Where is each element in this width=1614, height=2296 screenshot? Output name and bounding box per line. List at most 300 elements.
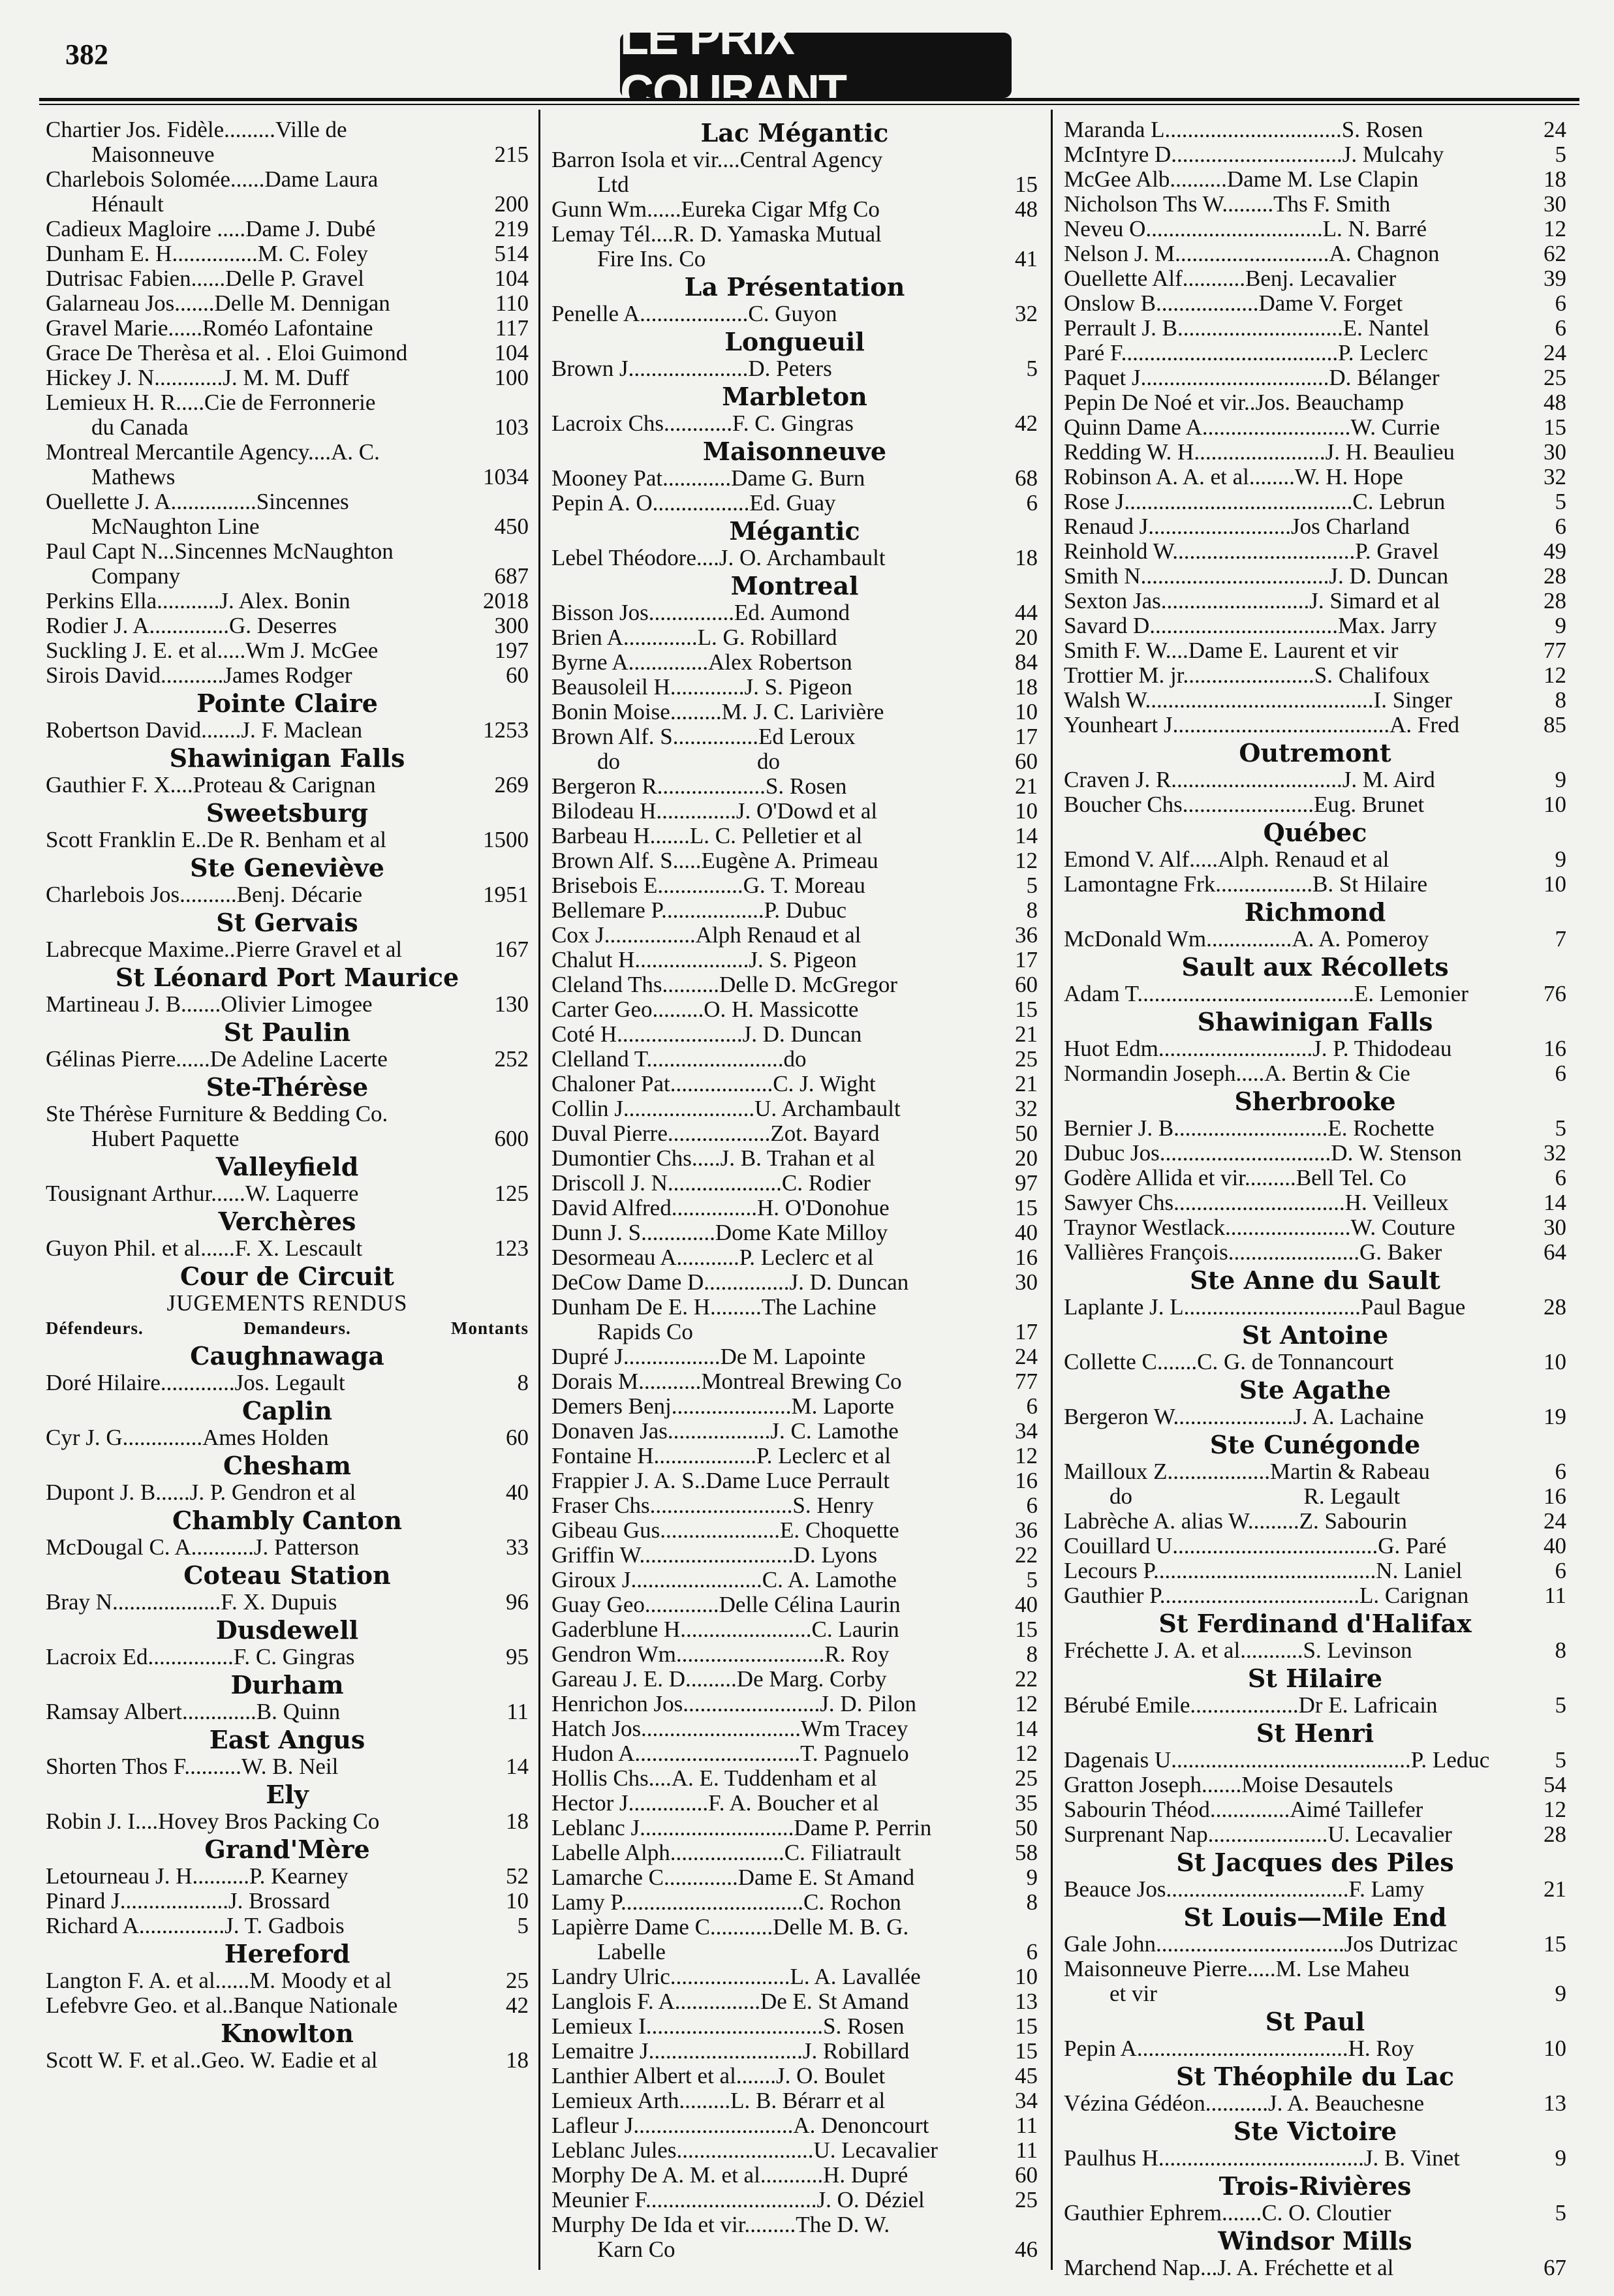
- judgment-entry: [1064, 2201, 1566, 2226]
- parties-text: Sawyer Chs..............................H. Veilleux: [1064, 1190, 1449, 1215]
- judgment-entry: [551, 675, 1038, 700]
- parties-text: Donaven Jas..................J. C. Lamothe: [551, 1418, 899, 1444]
- judgment-entry: [551, 1419, 1038, 1444]
- parties-text: Landry Ulric.....................L. A. Lavallée: [551, 1964, 921, 1989]
- amount: 11: [506, 1699, 529, 1724]
- judgment-entry: [551, 923, 1038, 948]
- judgment-entry: [551, 749, 1038, 774]
- section-heading: Ste-Thérèse: [206, 1072, 369, 1102]
- amount: 68: [1015, 465, 1038, 491]
- masthead-logo: LE PRIX COURANT: [620, 33, 1012, 98]
- parties-text: Langlois F. A...............De E. St Amand: [551, 1989, 909, 2014]
- amount: 32: [1015, 301, 1038, 326]
- judgment-entry: [46, 291, 529, 316]
- judgment-entry: [551, 824, 1038, 848]
- judgment-entry: [1064, 1404, 1566, 1429]
- parties-text: Guay Geo.............Delle Célina Laurin: [551, 1592, 901, 1617]
- parties-text: Robin J. I....Hovey Bros Packing Co: [46, 1808, 380, 1834]
- judgment-entry: [46, 992, 529, 1017]
- parties-text: Vallières François.......................G. Baker: [1064, 1239, 1442, 1265]
- amount: 17: [1015, 1319, 1038, 1344]
- amount: 6: [1026, 1493, 1038, 1518]
- judgment-entry: [551, 1518, 1038, 1543]
- parties-text: Lefebvre Geo. et al..Banque Nationale: [46, 1993, 398, 2018]
- amount: 8: [1026, 1641, 1038, 1667]
- amount: 1951: [483, 882, 529, 907]
- judgment-entry: [46, 613, 529, 638]
- judgment-entry: [46, 241, 529, 266]
- judgment-entry: [1064, 390, 1566, 415]
- parties-text: Mooney Pat............Dame G. Burn: [551, 465, 865, 491]
- amount: 21: [1015, 1021, 1038, 1047]
- amount: 12: [1544, 662, 1566, 688]
- parties-text: Hector J..............F. A. Boucher et al: [551, 1790, 879, 1816]
- amount: 40: [1544, 1533, 1566, 1559]
- parties-text: Griffin W...........................D. Lyons: [551, 1542, 878, 1568]
- amount: 5: [1555, 1115, 1566, 1141]
- section-heading: Windsor Mills: [1218, 2226, 1412, 2256]
- judgment-entry: [551, 1816, 1038, 1840]
- section-heading: Dusdewell: [215, 1615, 359, 1645]
- section-heading: Chesham: [223, 1451, 351, 1480]
- judgment-entry: [551, 1270, 1038, 1295]
- judgment-entry: [1064, 465, 1566, 489]
- amount: 1500: [483, 827, 529, 852]
- judgment-entry: [551, 147, 1038, 197]
- judgment-entry: [1064, 217, 1566, 241]
- parties-text: Gauthier P...................................L. Carignan: [1064, 1583, 1469, 1608]
- parties-text: Ramsay Albert.............B. Quinn: [46, 1699, 341, 1724]
- section-heading: Valleyfield: [215, 1152, 359, 1181]
- judgment-entry: [551, 1716, 1038, 1741]
- amount: 12: [1544, 1797, 1566, 1822]
- judgment-entry: [46, 937, 529, 962]
- judgment-entry: [46, 167, 529, 217]
- parties-text: Scott W. F. et al..Geo. W. Eadie et al: [46, 2047, 378, 2073]
- parties-text: Lemaitre J...........................J. Robillard: [551, 2038, 910, 2064]
- judgment-entry: [1064, 982, 1566, 1006]
- parties-text: Bergeron W.....................J. A. Lachaine: [1064, 1404, 1424, 1429]
- amount: 5: [1555, 142, 1566, 167]
- judgment-entry: [551, 1865, 1038, 1890]
- judgment-entry: [551, 774, 1038, 799]
- amount: 5: [1555, 1692, 1566, 1718]
- judgment-entry: [46, 882, 529, 907]
- section-heading: Caughnawaga: [190, 1341, 384, 1371]
- judgment-entry: [551, 1741, 1038, 1766]
- amount: 25: [506, 1968, 529, 1993]
- amount: 60: [1015, 2162, 1038, 2188]
- judgment-entry: [1064, 792, 1566, 817]
- amount: 60: [506, 1425, 529, 1450]
- parties-text: Brien A.............L. G. Robillard: [551, 625, 837, 650]
- parties-text: Dubuc Jos..............................D. W. Stenson: [1064, 1140, 1462, 1166]
- parties-text: Lemieux Arth.........L. B. Bérarr et al: [551, 2088, 886, 2113]
- parties-text: Maranda L...............................S. Rosen: [1064, 117, 1423, 142]
- parties-text: Gale John.................................Jos Dutrizac: [1064, 1931, 1458, 1957]
- parties-text: Sexton Jas..........................J. Simard et al: [1064, 588, 1440, 613]
- parties-text: DeCow Dame D...............J. D. Duncan: [551, 1269, 909, 1295]
- parties-text: Bernier J. B...........................E. Rochette: [1064, 1115, 1435, 1141]
- parties-text: Charlebois Jos..........Benj. Décarie: [46, 882, 363, 907]
- amount: 5: [517, 1913, 529, 1938]
- parties-text: Paulhus H....................................J. B. Vinet: [1064, 2145, 1460, 2171]
- judgment-entry: [1064, 1166, 1566, 1190]
- amount: 24: [1544, 117, 1566, 142]
- amount: 123: [494, 1235, 529, 1261]
- judgment-entry: [551, 1493, 1038, 1518]
- section-heading: Durham: [230, 1670, 344, 1699]
- parties-text: Labrèche A. alias W.........Z. Sabourin: [1064, 1508, 1407, 1534]
- parties-text: McIntyre D..............................J. Mulcahy: [1064, 142, 1444, 167]
- amount: 10: [1544, 1349, 1566, 1374]
- amount: 130: [494, 991, 529, 1017]
- section-heading: Ste Agathe: [1239, 1375, 1391, 1404]
- parties-text: Smith F. W....Dame E. Laurent et vir: [1064, 638, 1399, 663]
- judgment-entry: [46, 1645, 529, 1669]
- parties-text: Montreal Mercantile Agency....A. C. Mathews: [46, 439, 380, 489]
- judgment-entry: [1064, 1797, 1566, 1822]
- amount: 200: [494, 191, 529, 217]
- section-heading: Shawinigan Falls: [169, 743, 405, 773]
- parties-text: Quinn Dame A..........................W. Currie: [1064, 414, 1440, 440]
- parties-text: Gravel Marie......Roméo Lafontaine: [46, 315, 373, 341]
- judgment-entry: [1064, 291, 1566, 316]
- judgment-entry: [46, 1371, 529, 1395]
- judgment-entry: [1064, 1509, 1566, 1534]
- parties-text: Smith N.................................J. D. Duncan: [1064, 563, 1449, 589]
- judgment-entry: [46, 440, 529, 489]
- judgment-entry: [46, 1809, 529, 1834]
- judgment-entry: [551, 625, 1038, 650]
- judgment-entry: [551, 2088, 1038, 2113]
- column-1: [46, 117, 529, 2265]
- amount: 48: [1015, 196, 1038, 222]
- amount: 16: [1544, 1483, 1566, 1509]
- amount: 269: [494, 772, 529, 798]
- judgment-entry: [46, 1889, 529, 1914]
- amount: 15: [1015, 2038, 1038, 2064]
- parties-text: Meunier F..............................J. O. Déziel: [551, 2187, 925, 2212]
- parties-text: Martineau J. B.......Olivier Limogee: [46, 991, 373, 1017]
- section-heading: Sault aux Récollets: [1181, 952, 1449, 982]
- parties-text: Chartier Jos. Fidèle.........Ville de Maisonneuve: [46, 117, 347, 167]
- amount: 6: [1555, 514, 1566, 539]
- judgment-entry: [46, 1181, 529, 1206]
- section-heading: La Présentation: [684, 272, 905, 302]
- amount: 19: [1544, 1404, 1566, 1429]
- parties-text: Fréchette J. A. et al...........S. Levinson: [1064, 1637, 1412, 1663]
- column-divider: [1051, 110, 1053, 2270]
- parties-text: Nicholson Ths W.........Ths F. Smith: [1064, 191, 1391, 217]
- parties-text: Dunham De E. H.........The Lachine Rapids Co: [551, 1294, 877, 1344]
- parties-text: Charlebois Solomée......Dame Laura Hénault: [46, 166, 379, 217]
- judgment-entry: [1064, 638, 1566, 663]
- judgment-entry: [1064, 1484, 1566, 1509]
- column-2: [551, 117, 1038, 2265]
- judgment-entry: [46, 718, 529, 743]
- judgment-entry: [1064, 847, 1566, 872]
- judgment-entry: [551, 302, 1038, 326]
- amount: 104: [494, 266, 529, 291]
- section-heading: Cour de Circuit: [180, 1262, 394, 1291]
- judgment-entry: [1064, 927, 1566, 952]
- judgment-entry: [1064, 2091, 1566, 2116]
- amount: 25: [1015, 1765, 1038, 1791]
- parties-text: Perrault J. B.............................E. Nantel: [1064, 315, 1429, 341]
- judgment-entry: [1064, 316, 1566, 341]
- judgment-entry: [551, 1543, 1038, 1568]
- parties-text: do do: [551, 749, 780, 774]
- judgment-entry: [46, 390, 529, 440]
- parties-text: Lapièrre Dame C...........Delle M. B. G. Labelle: [551, 1914, 909, 1964]
- amount: 42: [1015, 411, 1038, 436]
- amount: 20: [1015, 625, 1038, 650]
- judgment-entry: [551, 1022, 1038, 1047]
- amount: 30: [1544, 1215, 1566, 1240]
- judgment-entry: [46, 1864, 529, 1889]
- amount: 96: [506, 1589, 529, 1615]
- amount: 58: [1015, 1840, 1038, 1865]
- parties-text: Adam T......................................E. Lemonier: [1064, 981, 1468, 1006]
- parties-text: do R. Legault: [1064, 1483, 1401, 1509]
- section-heading: Grand'Mère: [204, 1835, 370, 1864]
- parties-text: Craven J. R..............................J. M. Aird: [1064, 767, 1435, 792]
- amount: 6: [1555, 1459, 1566, 1484]
- amount: 22: [1015, 1542, 1038, 1568]
- amount: 25: [1015, 2187, 1038, 2212]
- parties-text: Lemieux H. R.....Cie de Ferronnerie du Canada: [46, 390, 376, 440]
- amount: 49: [1544, 538, 1566, 564]
- amount: 24: [1544, 1508, 1566, 1534]
- section-heading: Pointe Claire: [196, 689, 378, 718]
- section-heading: St Paul: [1265, 2007, 1365, 2036]
- amount: 7: [1555, 926, 1566, 952]
- parties-text: Driscoll J. N....................C. Rodier: [551, 1170, 871, 1196]
- amount: 34: [1015, 2088, 1038, 2113]
- judgment-entry: [1064, 1773, 1566, 1797]
- amount: 18: [1544, 166, 1566, 192]
- judgment-entry: [46, 266, 529, 291]
- judgment-entry: [1064, 1638, 1566, 1663]
- judgment-entry: [1064, 142, 1566, 167]
- parties-text: Dupré J.................De M. Lapointe: [551, 1344, 866, 1369]
- parties-text: Cadieux Magloire .....Dame J. Dubé: [46, 216, 376, 241]
- parties-text: Vézina Gédéon...........J. A. Beauchesne: [1064, 2090, 1425, 2116]
- amount: 17: [1015, 724, 1038, 749]
- parties-text: Barron Isola et vir....Central Agency Ltd: [551, 147, 883, 197]
- parties-text: Onslow B..................Dame V. Forget: [1064, 290, 1403, 316]
- judgment-entry: [1064, 167, 1566, 192]
- parties-text: Shorten Thos F..........W. B. Neil: [46, 1754, 339, 1779]
- judgment-entry: [1064, 564, 1566, 589]
- parties-text: Robertson David.......J. F. Maclean: [46, 717, 363, 743]
- section-heading: Outremont: [1239, 738, 1391, 768]
- judgment-entry: [46, 1480, 529, 1505]
- parties-text: Penelle A...................C. Guyon: [551, 301, 837, 326]
- parties-text: Hatch Jos............................Wm Tracey: [551, 1716, 908, 1741]
- judgment-entry: [551, 724, 1038, 749]
- judgment-entry: [1064, 1822, 1566, 1847]
- judgment-entry: [1064, 1534, 1566, 1559]
- parties-text: Pepin De Noé et vir..Jos. Beauchamp: [1064, 390, 1404, 415]
- parties-text: Galarneau Jos.......Delle M. Dennigan: [46, 290, 390, 316]
- amount: 36: [1015, 1517, 1038, 1543]
- parties-text: Dutrisac Fabien......Delle P. Gravel: [46, 266, 364, 291]
- parties-text: Hudon A.............................T. Pagnuelo: [551, 1741, 909, 1766]
- amount: 12: [1015, 1691, 1038, 1716]
- judgment-entry: [551, 1840, 1038, 1865]
- parties-text: Letourneau J. H..........P. Kearney: [46, 1863, 349, 1889]
- section-heading: St Gervais: [216, 908, 358, 937]
- judgment-entry: [46, 638, 529, 663]
- judgment-entry: [551, 546, 1038, 570]
- amount: 13: [1544, 2090, 1566, 2116]
- amount: 46: [1015, 2237, 1038, 2262]
- judgment-entry: [551, 2039, 1038, 2064]
- judgment-entry: [46, 828, 529, 852]
- column-3: [1064, 117, 1566, 2280]
- judgment-entry: [46, 1102, 529, 1151]
- section-heading: St Hilaire: [1247, 1664, 1383, 1693]
- judgment-entry: [46, 1236, 529, 1261]
- parties-text: Morphy De A. M. et al...........H. Dupré: [551, 2162, 908, 2188]
- judgment-entry: [46, 1968, 529, 1993]
- judgment-entry: [1064, 1240, 1566, 1265]
- section-heading: Ste Geneviève: [190, 853, 384, 882]
- judgment-entry: [46, 316, 529, 341]
- amount: 24: [1015, 1344, 1038, 1369]
- parties-text: Dagenais U..........................................P. Leduc: [1064, 1747, 1490, 1773]
- parties-text: Brown J.....................D. Peters: [551, 356, 832, 381]
- column-header: Défendeurs.: [46, 1318, 144, 1338]
- parties-text: Surprenant Nap.....................U. Lecavalier: [1064, 1822, 1452, 1847]
- judgment-entry: [46, 1993, 529, 2018]
- section-heading: Ste Victoire: [1233, 2117, 1397, 2146]
- judgment-entry: [1064, 489, 1566, 514]
- parties-text: Lamy P................................C. Rochon: [551, 1889, 901, 1915]
- judgment-entry: [551, 2212, 1038, 2262]
- amount: 15: [1544, 414, 1566, 440]
- parties-text: Rose J........................................C. Lebrun: [1064, 489, 1446, 514]
- parties-text: Lemay Tél....R. D. Yamaska Mutual Fire Ins. Co: [551, 221, 882, 271]
- judgment-entry: [1064, 1932, 1566, 1957]
- judgment-entry: [1064, 1877, 1566, 1902]
- judgment-entry: [1064, 192, 1566, 217]
- amount: 34: [1015, 1418, 1038, 1444]
- amount: 117: [495, 315, 529, 341]
- judgment-entry: [551, 1568, 1038, 1592]
- judgment-entry: [1064, 415, 1566, 440]
- amount: 10: [1544, 871, 1566, 897]
- parties-text: Sabourin Théod..............Aimé Taillefer: [1064, 1797, 1423, 1822]
- parties-text: Bérubé Emile...................Dr E. Lafricain: [1064, 1692, 1438, 1718]
- parties-text: Leblanc Jules........................U. Lecavalier: [551, 2137, 938, 2163]
- amount: 30: [1544, 191, 1566, 217]
- judgment-entry: [551, 799, 1038, 824]
- judgment-entry: [1064, 613, 1566, 638]
- judgment-entry: [551, 1096, 1038, 1121]
- amount: 64: [1544, 1239, 1566, 1265]
- judgment-entry: [1064, 1957, 1566, 2006]
- parties-text: Dunham E. H...............M. C. Foley: [46, 241, 368, 266]
- amount: 28: [1544, 1822, 1566, 1847]
- amount: 95: [506, 1644, 529, 1669]
- parties-text: Robinson A. A. et al........W. H. Hope: [1064, 464, 1403, 489]
- amount: 300: [494, 613, 529, 638]
- parties-text: Pinard J...................J. Brossard: [46, 1888, 330, 1914]
- parties-text: Bray N...................F. X. Dupuis: [46, 1589, 337, 1615]
- judgment-entry: [551, 1989, 1038, 2014]
- amount: 15: [1015, 997, 1038, 1022]
- amount: 687: [494, 563, 529, 589]
- amount: 32: [1544, 464, 1566, 489]
- amount: 6: [1555, 1165, 1566, 1190]
- parties-text: Chalut H....................J. S. Pigeon: [551, 947, 857, 972]
- parties-text: Laplante J. L...............................Paul Bague: [1064, 1294, 1466, 1320]
- amount: 10: [1015, 1964, 1038, 1989]
- header-rule-thin: [39, 104, 1579, 105]
- amount: 14: [506, 1754, 529, 1779]
- amount: 30: [1015, 1269, 1038, 1295]
- amount: 21: [1015, 773, 1038, 799]
- section-heading: Maisonneuve: [702, 437, 887, 466]
- section-heading: St Théophile du Lac: [1175, 2062, 1455, 2091]
- amount: 18: [1015, 674, 1038, 700]
- judgment-entry: [551, 898, 1038, 923]
- section-heading: Ste Anne du Sault: [1190, 1265, 1440, 1295]
- parties-text: Richard A...............J. T. Gadbois: [46, 1913, 345, 1938]
- judgment-entry: [1064, 1295, 1566, 1320]
- parties-text: Normandin Joseph.....A. Bertin & Cie: [1064, 1061, 1410, 1086]
- section-heading: Québec: [1263, 818, 1367, 847]
- judgment-entry: [46, 365, 529, 390]
- judgment-entry: [551, 2064, 1038, 2088]
- parties-text: Tousignant Arthur......W. Laquerre: [46, 1181, 359, 1206]
- judgment-entry: [551, 1344, 1038, 1369]
- section-heading: Trois-Rivières: [1218, 2171, 1412, 2201]
- parties-text: Lanthier Albert et al.......J. O. Boulet: [551, 2063, 886, 2088]
- parties-text: Fontaine H..................P. Leclerc et al: [551, 1443, 892, 1468]
- judgment-entry: [551, 1245, 1038, 1270]
- judgment-entry: [46, 117, 529, 167]
- judgment-entry: [1064, 341, 1566, 365]
- judgment-entry: [1064, 1350, 1566, 1374]
- amount: 10: [1544, 2036, 1566, 2061]
- judgment-entry: [551, 1444, 1038, 1468]
- judgment-entry: [1064, 713, 1566, 737]
- parties-text: Bellemare P..................P. Dubuc: [551, 897, 847, 923]
- amount: 21: [1544, 1876, 1566, 1902]
- amount: 103: [494, 414, 529, 440]
- judgment-entry: [551, 356, 1038, 381]
- parties-text: Bergeron R...................S. Rosen: [551, 773, 847, 799]
- parties-text: Lebel Théodore....J. O. Archambault: [551, 545, 886, 570]
- section-heading: Ste Cunégonde: [1209, 1430, 1421, 1459]
- amount: 28: [1544, 588, 1566, 613]
- parties-text: Beauce Jos................................F. Lamy: [1064, 1876, 1425, 1902]
- parties-text: Desormeau A...........P. Leclerc et al: [551, 1245, 874, 1270]
- judgment-entry: [551, 1692, 1038, 1716]
- judgment-entry: [1064, 663, 1566, 688]
- parties-text: Mailloux Z..................Martin & Rabeau: [1064, 1459, 1430, 1484]
- amount: 15: [1015, 2013, 1038, 2039]
- parties-text: Demers Benj.....................M. Laporte: [551, 1393, 894, 1419]
- parties-text: Lemieux I...............................S. Rosen: [551, 2013, 905, 2039]
- amount: 1253: [483, 717, 529, 743]
- parties-text: Brown Alf. S...............Ed Leroux: [551, 724, 856, 749]
- amount: 77: [1015, 1369, 1038, 1394]
